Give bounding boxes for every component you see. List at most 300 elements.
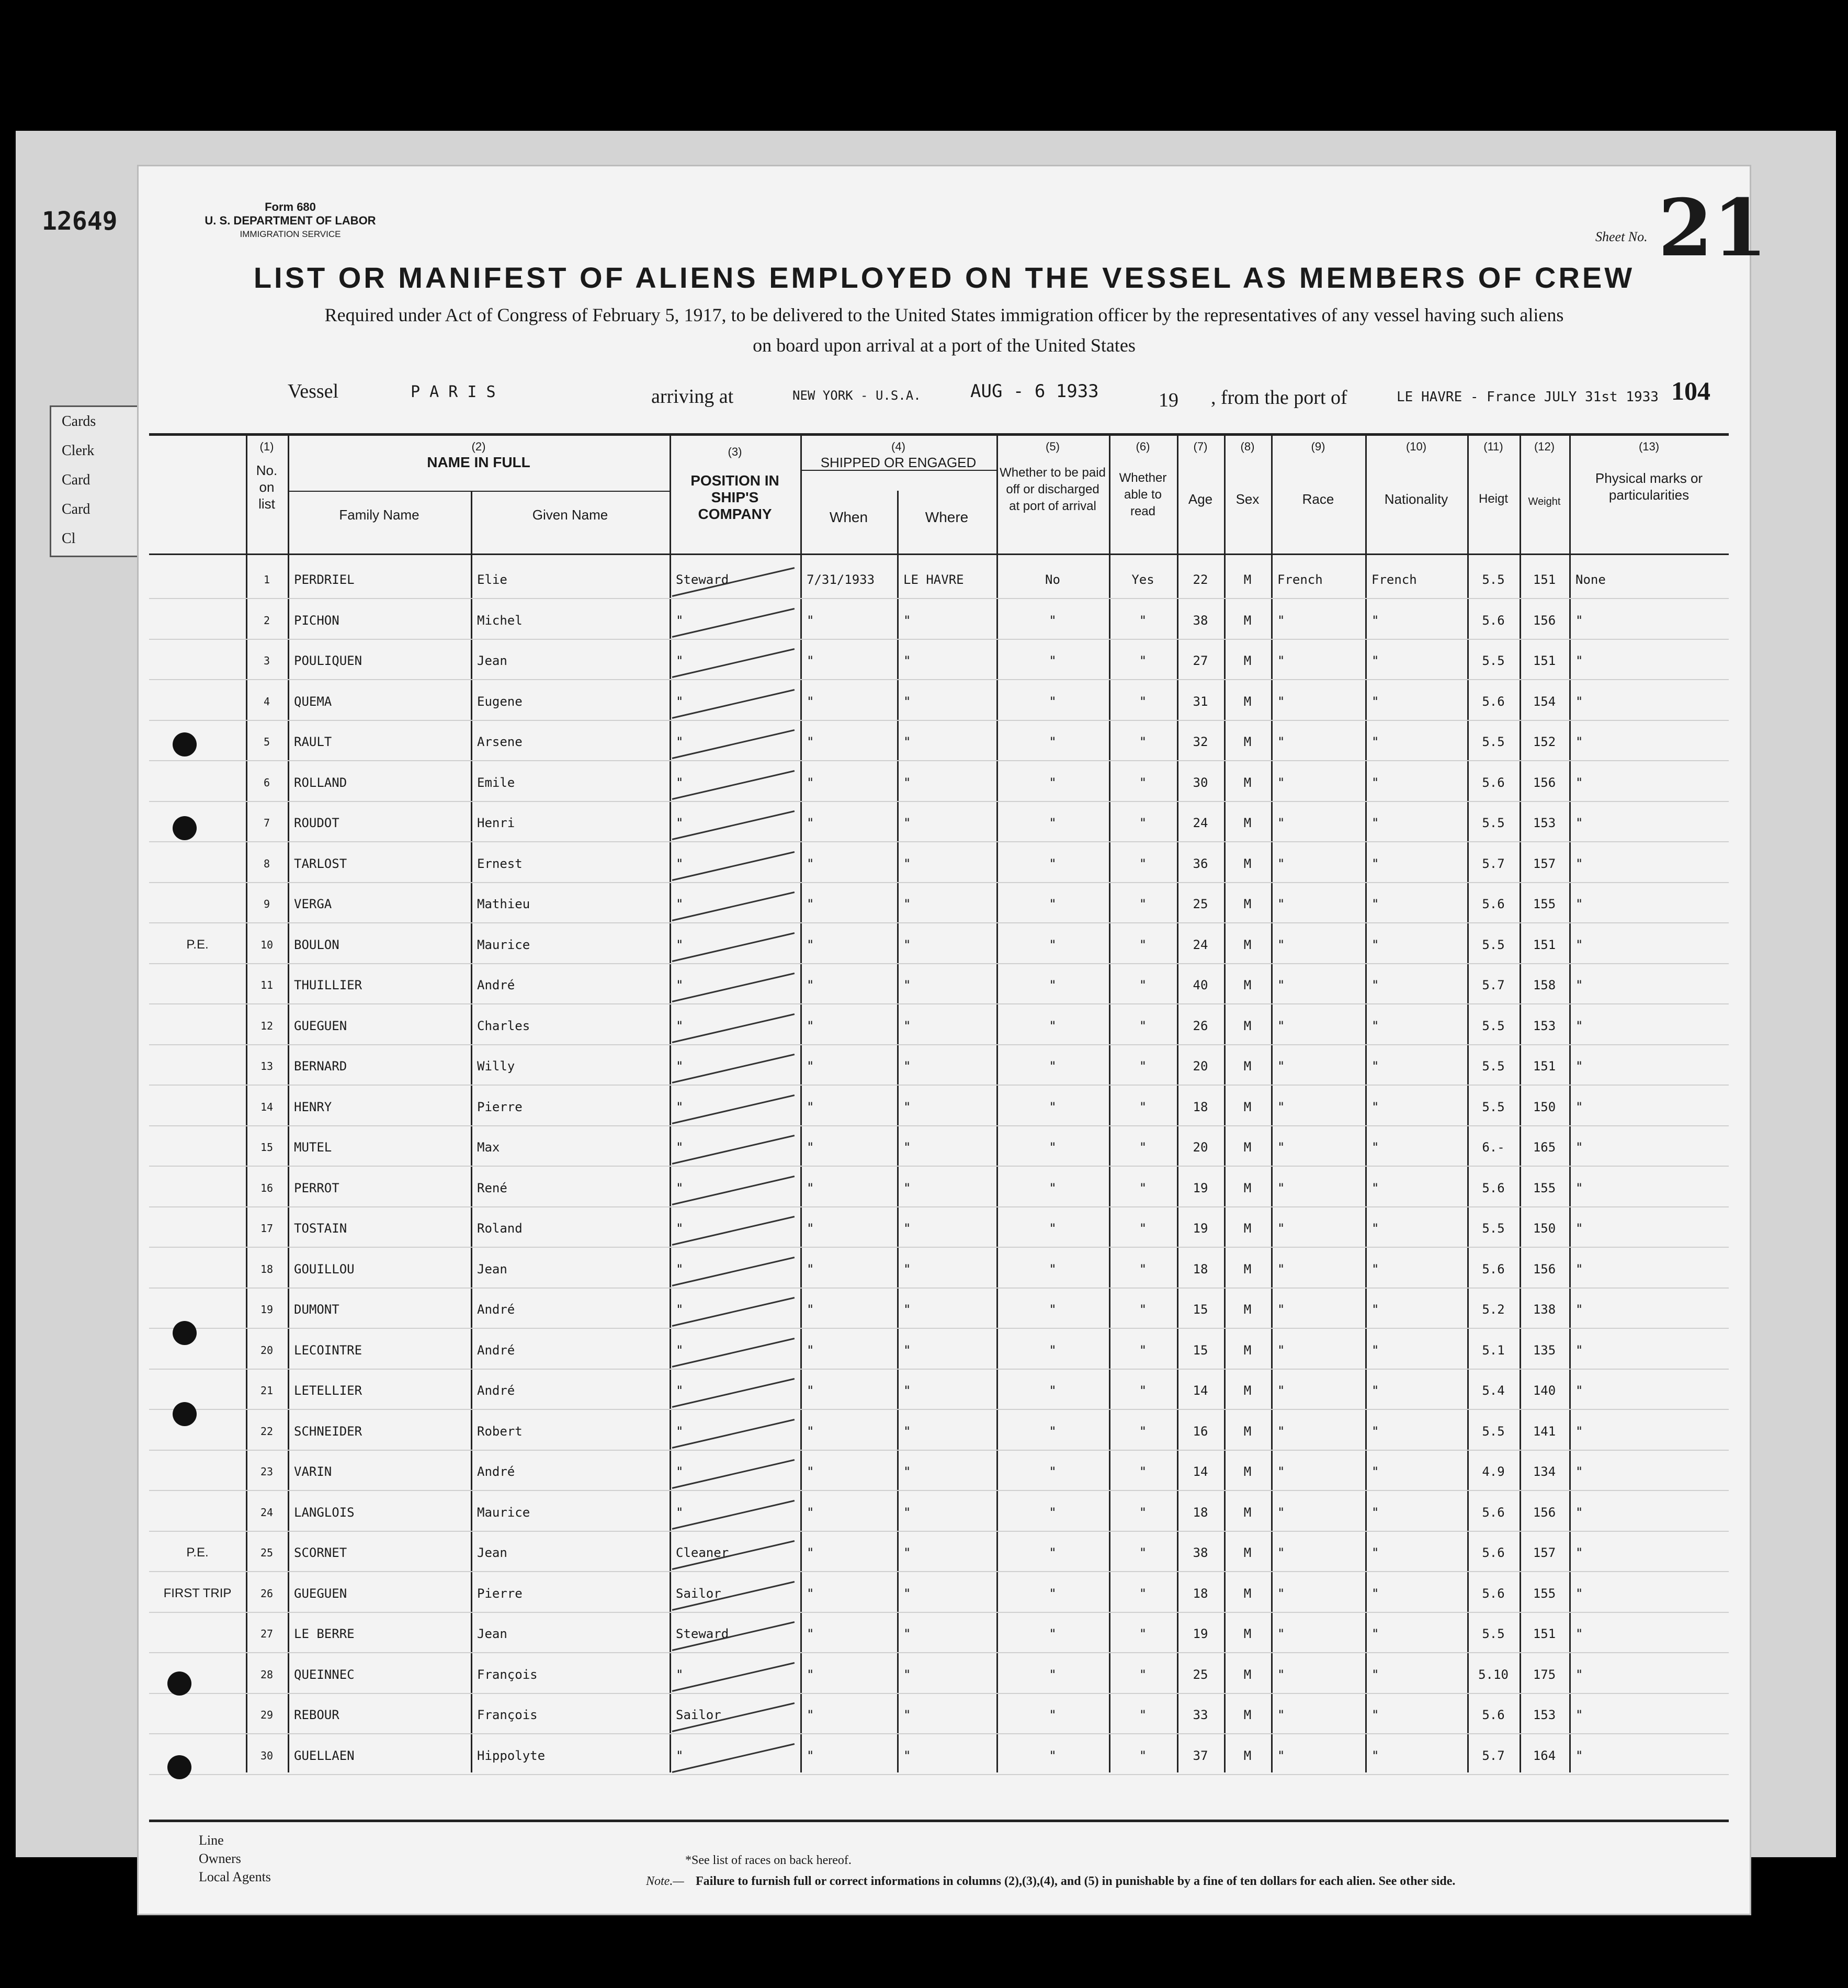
cell-race: " <box>1277 1464 1285 1479</box>
cell-where: LE HAVRE <box>903 572 964 587</box>
cell-weight: 158 <box>1533 978 1556 992</box>
cell-race: " <box>1277 1424 1285 1439</box>
row-rule <box>149 1369 1729 1370</box>
row-rule <box>149 882 1729 883</box>
form-service: IMMIGRATION SERVICE <box>240 229 341 239</box>
cell-paid: " <box>1049 897 1057 911</box>
cell-when: " <box>807 1180 814 1195</box>
cell-paid: " <box>1049 1545 1057 1560</box>
cell-family: REBOUR <box>294 1708 339 1722</box>
cell-when: " <box>807 1342 814 1358</box>
cell-note: P.E. <box>186 1545 209 1560</box>
cell-no: 26 <box>260 1587 274 1600</box>
cell-where: " <box>903 1059 911 1074</box>
cell-height: 4.9 <box>1482 1464 1505 1479</box>
cell-where: " <box>903 1748 911 1763</box>
cell-given: Maurice <box>477 937 530 952</box>
cell-height: 5.6 <box>1482 1261 1505 1277</box>
cell-no: 20 <box>260 1343 274 1357</box>
cell-no: 21 <box>260 1384 274 1397</box>
cell-paid: " <box>1049 1059 1057 1074</box>
cell-race: " <box>1277 1748 1285 1763</box>
cell-position: " <box>676 978 684 992</box>
cell-age: 22 <box>1193 572 1208 587</box>
cell-where: " <box>903 613 911 628</box>
cell-paid: " <box>1049 1342 1057 1358</box>
cell-weight: 140 <box>1533 1383 1556 1398</box>
cell-weight: 175 <box>1533 1667 1556 1682</box>
cell-where: " <box>903 978 911 992</box>
cell-nat: " <box>1371 1545 1379 1560</box>
cell-where: " <box>903 1464 911 1479</box>
cell-no: 10 <box>260 938 274 951</box>
cell-marks: " <box>1575 1059 1583 1074</box>
cell-paid: " <box>1049 735 1057 749</box>
cell-age: 19 <box>1193 1221 1208 1236</box>
cell-marks: " <box>1575 1099 1583 1114</box>
cell-where: " <box>903 1626 911 1641</box>
subtitle-line-2: on board upon arrival at a port of the United States <box>753 335 1136 356</box>
cell-sex: M <box>1243 1383 1252 1398</box>
column-header: Whether to be paid off or discharged at port of arrival <box>1000 466 1106 513</box>
cell-when: " <box>807 1667 814 1682</box>
cell-race: " <box>1277 1586 1285 1601</box>
cell-sex: M <box>1243 1586 1252 1601</box>
cell-marks: " <box>1575 1424 1583 1439</box>
cell-family: VARIN <box>294 1464 332 1479</box>
cell-height: 5.5 <box>1482 735 1505 749</box>
form-header <box>196 200 384 241</box>
cell-weight: 152 <box>1533 735 1556 749</box>
cell-family: SCORNET <box>294 1545 347 1560</box>
cell-family: GOUILLOU <box>294 1261 355 1277</box>
cell-height: 5.6 <box>1482 1505 1505 1520</box>
row-rule <box>149 801 1729 802</box>
cell-position: " <box>676 1424 684 1439</box>
cell-position: Sailor <box>676 1586 721 1601</box>
cell-paid: " <box>1049 1018 1057 1033</box>
stub-number: 12649 <box>42 207 118 236</box>
row-rule <box>149 841 1729 842</box>
row-rule <box>149 1774 1729 1775</box>
cell-no: 19 <box>260 1303 274 1316</box>
list-number: 104 <box>1671 376 1710 405</box>
column-header: When <box>829 509 868 525</box>
cell-nat: " <box>1371 775 1379 790</box>
cell-race: " <box>1277 1505 1285 1520</box>
cell-where: " <box>903 1545 911 1560</box>
cell-when: " <box>807 1261 814 1277</box>
cell-age: 18 <box>1193 1505 1208 1520</box>
cell-sex: M <box>1243 1261 1252 1277</box>
cell-when: " <box>807 1464 814 1479</box>
cell-given: André <box>477 1302 515 1317</box>
cell-family: GUEGUEN <box>294 1018 347 1033</box>
sheet-number: 21 <box>1658 182 1767 274</box>
cell-when: " <box>807 1708 814 1722</box>
column-header: Where <box>925 509 969 525</box>
cell-when: " <box>807 1505 814 1520</box>
cell-when: " <box>807 897 814 911</box>
cell-marks: " <box>1575 856 1583 871</box>
cell-read: " <box>1139 1545 1147 1560</box>
cell-no: 27 <box>260 1628 274 1640</box>
cell-family: PERROT <box>294 1180 339 1195</box>
cell-no: 12 <box>260 1019 274 1032</box>
cell-read: " <box>1139 856 1147 871</box>
cell-nat: " <box>1371 1586 1379 1601</box>
cell-no: 7 <box>263 817 270 829</box>
cell-sex: M <box>1243 1708 1252 1722</box>
cell-race: " <box>1277 1261 1285 1277</box>
cell-no: 28 <box>260 1668 274 1681</box>
cell-given: Mathieu <box>477 897 530 911</box>
cell-race: " <box>1277 937 1285 952</box>
cell-where: " <box>903 897 911 911</box>
row-rule <box>149 1247 1729 1248</box>
cell-given: François <box>477 1708 538 1722</box>
cell-weight: 156 <box>1533 1505 1556 1520</box>
from-port-label: , from the port of <box>1211 387 1347 409</box>
cell-when: " <box>807 1140 814 1155</box>
cell-nat: " <box>1371 1708 1379 1722</box>
cell-nat: " <box>1371 694 1379 709</box>
cell-position: " <box>676 1383 684 1398</box>
punch-hole <box>167 1755 191 1779</box>
cell-when: " <box>807 1424 814 1439</box>
footer-agents: Local Agents <box>199 1869 271 1884</box>
cell-family: LECOINTRE <box>294 1342 362 1358</box>
cell-no: 9 <box>263 898 270 910</box>
cell-paid: " <box>1049 816 1057 830</box>
cell-given: François <box>477 1667 538 1682</box>
column-header: (9) <box>1311 440 1325 453</box>
cell-age: 20 <box>1193 1059 1208 1074</box>
column-header: (4) <box>891 440 905 453</box>
cell-given: Ernest <box>477 856 523 871</box>
cell-age: 36 <box>1193 856 1208 871</box>
cell-family: ROUDOT <box>294 816 339 830</box>
punch-hole <box>173 816 197 840</box>
cell-no: 4 <box>263 695 270 708</box>
cell-nat: " <box>1371 1505 1379 1520</box>
cell-nat: " <box>1371 1464 1379 1479</box>
cell-given: Maurice <box>477 1505 530 1520</box>
cell-given: Henri <box>477 816 515 830</box>
cell-height: 5.6 <box>1482 1545 1505 1560</box>
cell-race: " <box>1277 1221 1285 1236</box>
cell-when: " <box>807 1545 814 1560</box>
cell-position: Steward <box>676 1626 729 1641</box>
cell-marks: " <box>1575 1180 1583 1195</box>
cell-position: " <box>676 1140 684 1155</box>
cell-sex: M <box>1243 1180 1252 1195</box>
cell-marks: " <box>1575 1748 1583 1763</box>
cell-sex: M <box>1243 1342 1252 1358</box>
cell-read: " <box>1139 1018 1147 1033</box>
cell-paid: No <box>1045 572 1060 587</box>
cell-note: FIRST TRIP <box>163 1586 232 1600</box>
cell-sex: M <box>1243 978 1252 992</box>
cell-where: " <box>903 1505 911 1520</box>
column-header: Given Name <box>532 507 608 523</box>
vessel-label: Vessel <box>288 380 339 402</box>
punch-hole <box>173 1321 197 1345</box>
cell-when: " <box>807 1383 814 1398</box>
cell-weight: 154 <box>1533 694 1556 709</box>
cell-sex: M <box>1243 1505 1252 1520</box>
cell-no: 13 <box>260 1060 274 1072</box>
cell-race: " <box>1277 775 1285 790</box>
cell-family: ROLLAND <box>294 775 347 790</box>
row-rule <box>149 598 1729 599</box>
cell-where: " <box>903 1383 911 1398</box>
cell-where: " <box>903 694 911 709</box>
cell-nat: " <box>1371 1626 1379 1641</box>
cell-nat: " <box>1371 856 1379 871</box>
cell-height: 5.7 <box>1482 1748 1505 1763</box>
cell-age: 24 <box>1193 937 1208 952</box>
table-top-rule <box>149 433 1729 436</box>
cell-sex: M <box>1243 1099 1252 1114</box>
cell-height: 5.5 <box>1482 1059 1505 1074</box>
cell-family: LANGLOIS <box>294 1505 355 1520</box>
cell-height: 5.5 <box>1482 572 1505 587</box>
cell-age: 38 <box>1193 613 1208 628</box>
cell-when: " <box>807 816 814 830</box>
cell-age: 33 <box>1193 1708 1208 1722</box>
page-title: LIST OR MANIFEST OF ALIENS EMPLOYED ON THE VESSEL AS MEMBERS OF CREW <box>253 261 1635 294</box>
cell-weight: 151 <box>1533 1626 1556 1641</box>
cell-where: " <box>903 1221 911 1236</box>
left-tab-entry: Cards <box>62 413 96 430</box>
cell-height: 5.4 <box>1482 1383 1505 1398</box>
cell-sex: M <box>1243 613 1252 628</box>
cell-when: " <box>807 775 814 790</box>
row-rule <box>149 1612 1729 1613</box>
cell-read: " <box>1139 613 1147 628</box>
cell-given: Roland <box>477 1221 523 1236</box>
cell-when: " <box>807 937 814 952</box>
cell-age: 27 <box>1193 653 1208 668</box>
cell-family: BERNARD <box>294 1059 347 1074</box>
column-header: POSITION IN SHIP'S COMPANY <box>690 472 779 522</box>
cell-race: " <box>1277 978 1285 992</box>
column-header: Race <box>1302 491 1334 507</box>
column-header: (8) <box>1240 440 1255 453</box>
cell-nat: " <box>1371 1383 1379 1398</box>
cell-age: 18 <box>1193 1586 1208 1601</box>
cell-age: 16 <box>1193 1424 1208 1439</box>
cell-weight: 151 <box>1533 1059 1556 1074</box>
cell-marks: " <box>1575 1626 1583 1641</box>
row-rule <box>149 963 1729 964</box>
cell-marks: " <box>1575 775 1583 790</box>
subtitle-line-1: Required under Act of Congress of February 5, 1917, to be delivered to the United States immigration officer by the representatives of any vessel having such aliens <box>324 304 1564 325</box>
cell-weight: 157 <box>1533 1545 1556 1560</box>
cell-sex: M <box>1243 1302 1252 1317</box>
row-rule <box>149 1571 1729 1572</box>
cell-where: " <box>903 1180 911 1195</box>
cell-no: 6 <box>263 776 270 789</box>
cell-height: 5.6 <box>1482 1586 1505 1601</box>
cell-read: " <box>1139 1748 1147 1763</box>
cell-position: " <box>676 1667 684 1682</box>
cell-marks: " <box>1575 1708 1583 1722</box>
cell-nat: " <box>1371 1099 1379 1114</box>
column-header: (10) <box>1405 440 1427 453</box>
cell-height: 5.1 <box>1482 1342 1505 1358</box>
cell-when: " <box>807 1302 814 1317</box>
cell-marks: " <box>1575 1586 1583 1601</box>
footer-note: Failure to furnish full or correct informations in columns (2),(3),(4), and (5) in punishable by a fine of ten dollars for each alien. See other side. <box>696 1874 1456 1888</box>
cell-where: " <box>903 1586 911 1601</box>
cell-no: 8 <box>263 857 270 870</box>
cell-nat: " <box>1371 1667 1379 1682</box>
column-header: (7) <box>1193 440 1208 453</box>
cell-where: " <box>903 1099 911 1114</box>
cell-marks: " <box>1575 1302 1583 1317</box>
cell-given: Eugene <box>477 694 523 709</box>
cell-where: " <box>903 1302 911 1317</box>
cell-paid: " <box>1049 1464 1057 1479</box>
cell-given: Max <box>477 1140 500 1155</box>
cell-age: 26 <box>1193 1018 1208 1033</box>
cell-race: " <box>1277 613 1285 628</box>
cell-when: " <box>807 1586 814 1601</box>
cell-no: 25 <box>260 1546 274 1559</box>
cell-family: QUEINNEC <box>294 1667 355 1682</box>
cell-marks: " <box>1575 816 1583 830</box>
cell-read: " <box>1139 816 1147 830</box>
cell-position: " <box>676 1221 684 1236</box>
cell-when: " <box>807 1018 814 1033</box>
punch-hole <box>173 1402 197 1426</box>
column-header: (5) <box>1046 440 1060 453</box>
cell-position: " <box>676 1018 684 1033</box>
cell-age: 14 <box>1193 1383 1208 1398</box>
punch-hole <box>173 732 197 756</box>
cell-given: Jean <box>477 653 507 668</box>
cell-position: " <box>676 653 684 668</box>
cell-position: " <box>676 1464 684 1479</box>
row-rule <box>149 1003 1729 1004</box>
cell-nat: " <box>1371 1261 1379 1277</box>
cell-read: " <box>1139 653 1147 668</box>
cell-height: 5.6 <box>1482 694 1505 709</box>
cell-nat: " <box>1371 1748 1379 1763</box>
cell-race: " <box>1277 1708 1285 1722</box>
cell-when: " <box>807 613 814 628</box>
cell-sex: M <box>1243 937 1252 952</box>
cell-height: 5.6 <box>1482 775 1505 790</box>
cell-height: 5.7 <box>1482 978 1505 992</box>
cell-race: " <box>1277 1383 1285 1398</box>
cell-when: " <box>807 653 814 668</box>
cell-marks: " <box>1575 1545 1583 1560</box>
cell-given: Arsene <box>477 735 523 749</box>
cell-sex: M <box>1243 1545 1252 1560</box>
cell-read: " <box>1139 1708 1147 1722</box>
column-header: (1) <box>259 440 274 453</box>
cell-where: " <box>903 1140 911 1155</box>
cell-race: " <box>1277 653 1285 668</box>
row-rule <box>149 1085 1729 1086</box>
cell-paid: " <box>1049 1383 1057 1398</box>
row-rule <box>149 1490 1729 1491</box>
cell-paid: " <box>1049 978 1057 992</box>
cell-nat: " <box>1371 816 1379 830</box>
cell-nat: " <box>1371 735 1379 749</box>
cell-age: 18 <box>1193 1099 1208 1114</box>
cell-no: 23 <box>260 1465 274 1478</box>
crew-table <box>149 433 1729 1772</box>
cell-weight: 141 <box>1533 1424 1556 1439</box>
cell-read: " <box>1139 978 1147 992</box>
cell-race: " <box>1277 1302 1285 1317</box>
cell-read: " <box>1139 1383 1147 1398</box>
cell-height: 5.5 <box>1482 937 1505 952</box>
from-port: LE HAVRE - France JULY 31st 1933 <box>1397 389 1659 405</box>
cell-read: " <box>1139 1464 1147 1479</box>
cell-given: Michel <box>477 613 523 628</box>
cell-paid: " <box>1049 1586 1057 1601</box>
cell-sex: M <box>1243 856 1252 871</box>
cell-marks: " <box>1575 735 1583 749</box>
cell-sex: M <box>1243 1018 1252 1033</box>
row-rule <box>149 1328 1729 1329</box>
note-label: Note.— <box>646 1874 684 1888</box>
cell-note: P.E. <box>186 937 209 952</box>
cell-position: " <box>676 816 684 830</box>
cell-read: " <box>1139 1221 1147 1236</box>
cell-height: 5.7 <box>1482 856 1505 871</box>
cell-read: " <box>1139 1424 1147 1439</box>
cell-age: 25 <box>1193 897 1208 911</box>
cell-age: 20 <box>1193 1140 1208 1155</box>
cell-read: " <box>1139 897 1147 911</box>
cell-when: " <box>807 1221 814 1236</box>
cell-paid: " <box>1049 1302 1057 1317</box>
cell-marks: " <box>1575 1261 1583 1277</box>
cell-marks: " <box>1575 1140 1583 1155</box>
cell-paid: " <box>1049 1424 1057 1439</box>
cell-weight: 153 <box>1533 1018 1556 1033</box>
cell-sex: M <box>1243 572 1252 587</box>
cell-read: " <box>1139 1261 1147 1277</box>
cell-paid: " <box>1049 613 1057 628</box>
cell-read: " <box>1139 1059 1147 1074</box>
cell-age: 15 <box>1193 1342 1208 1358</box>
cell-nat: " <box>1371 1180 1379 1195</box>
form-dept: U. S. DEPARTMENT OF LABOR <box>205 214 376 227</box>
cell-age: 24 <box>1193 816 1208 830</box>
column-header: (12) <box>1534 440 1555 453</box>
cell-paid: " <box>1049 856 1057 871</box>
cell-position: " <box>676 735 684 749</box>
cell-no: 15 <box>260 1141 274 1154</box>
cell-weight: 155 <box>1533 1586 1556 1601</box>
cell-paid: " <box>1049 1261 1057 1277</box>
cell-paid: " <box>1049 937 1057 952</box>
column-header: Nationality <box>1384 491 1448 507</box>
left-tab-entry: Cl <box>62 530 76 547</box>
cell-race: " <box>1277 694 1285 709</box>
cell-weight: 153 <box>1533 816 1556 830</box>
cell-height: 5.6 <box>1482 613 1505 628</box>
cell-paid: " <box>1049 1708 1057 1722</box>
cell-paid: " <box>1049 1140 1057 1155</box>
